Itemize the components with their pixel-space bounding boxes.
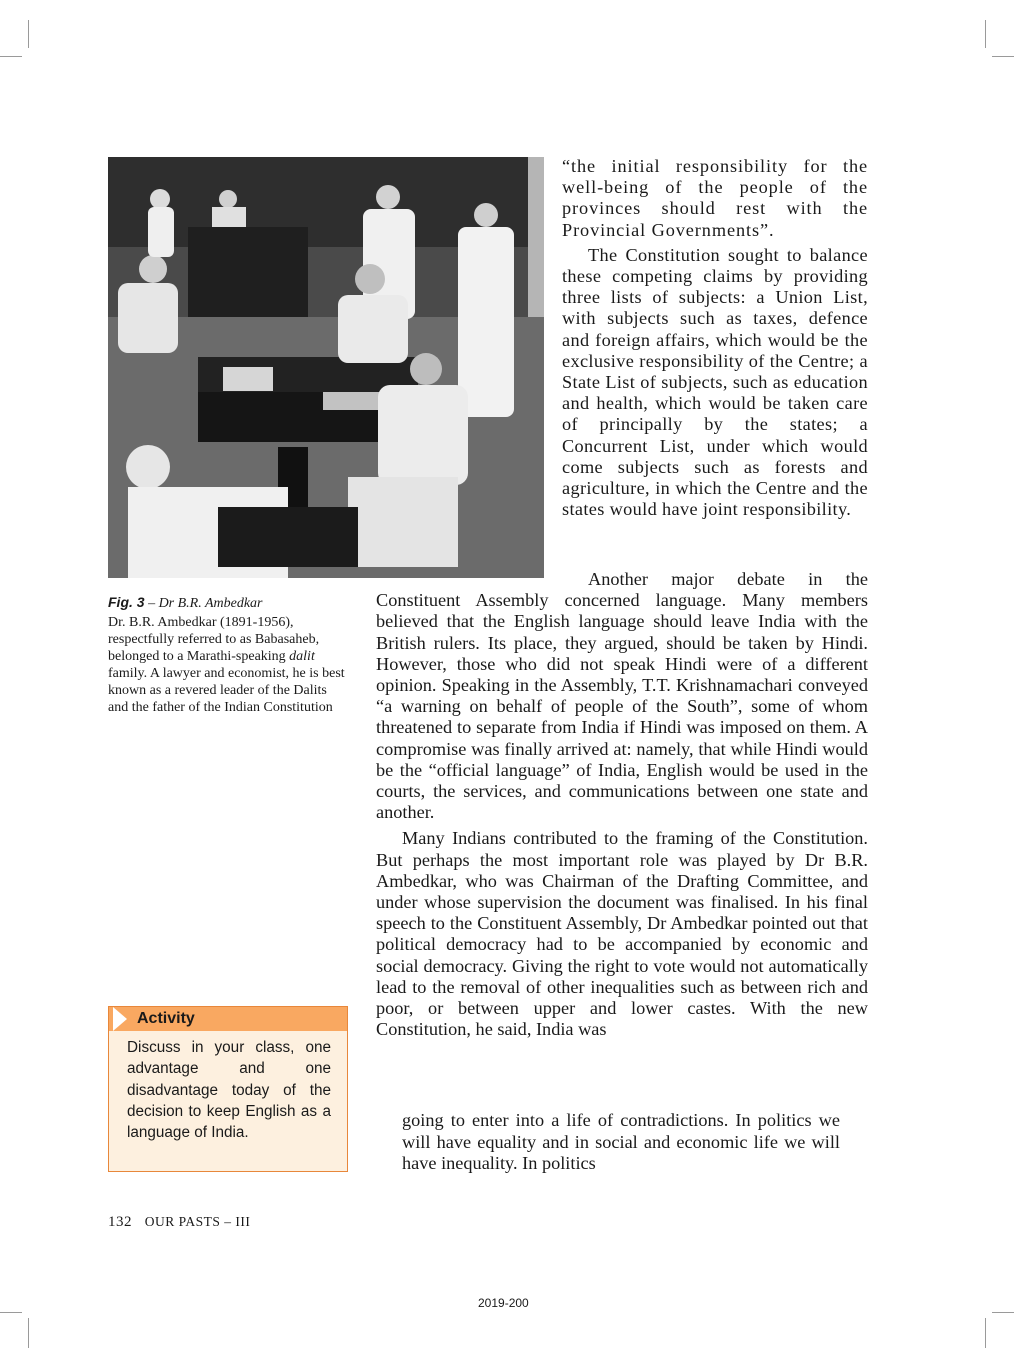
- book-title: OUR PASTS – III: [144, 1214, 251, 1229]
- paragraph: Many Indians contributed to the framing of the Constitution. But perhaps the most important role was played by Dr B.R. Ambedkar, who was Chairman of the Drafting Committee, and under whose supervision the document was finalised. In his final speech to the Constituent Assembly, Dr Ambedkar pointed out that political democracy had to be accompanied by economic and social democracy. Giving the right to vote would not automatically lead to the removal of other inequalities such as between rich and poor, or between upper and lower castes. With the new Constitution, he said, India was: [376, 828, 868, 1040]
- paragraph: The Constitution sought to balance these competing claims by providing three lists of subjects: a Union List, with subjects such as taxes, defence and foreign affairs, which would be the exclusive responsibility of the Centre; a State List of subjects, such as education and health, which would be taken care of principally by the states; a Concurrent List, under which would come subjects such as forests and agriculture, in which the Centre and the states would have joint responsibility.: [562, 244, 868, 520]
- crop-mark: [28, 20, 29, 48]
- page-footer: [108, 1214, 250, 1231]
- caption-part: family. A lawyer and economist, he is best known as a revered leader of the Dalits and the father of the Indian Constitution: [108, 666, 345, 715]
- figure-title-text: – Dr B.R. Ambedkar: [144, 596, 263, 611]
- paragraph: Another major debate in the Constituent Assembly concerned language. Many members believed that the English language should leave India with the British rulers. Its place, they argued, should be taken by Hindi. However, those who did not speak Hindi were of a different opinion. Speaking in the Assembly, T.T. Krishnamachari conveyed “a warning on behalf of people of the South”, some of whom threatened to separate from India if Hindi was imposed on them. A compromise was finally arrived at: namely, that while Hindi would be the “official language” of India, English would be used in the courts, the services, and communications between one state and another.: [376, 569, 868, 823]
- ambedkar-quote: going to enter into a life of contradictions. In politics we will have equality and in social and economic life we will have inequality. In politics: [402, 1110, 840, 1173]
- activity-box: [108, 1006, 348, 1172]
- crop-mark: [0, 1312, 22, 1313]
- crop-mark: [992, 1312, 1014, 1313]
- crop-mark: [992, 56, 1014, 57]
- activity-text: Discuss in your class, one advantage and one disadvantage today of the decision to keep English as a language of India.: [127, 1039, 331, 1142]
- activity-header: [109, 1007, 347, 1031]
- activity-heading: Activity: [137, 1010, 195, 1027]
- main-column-text: [376, 569, 868, 1040]
- crop-mark: [28, 1318, 29, 1348]
- figure-label: Fig. 3: [108, 594, 145, 610]
- ambedkar-photograph: [108, 157, 544, 578]
- paragraph: “the initial responsibility for the well-being of the people of the provinces should rest with the Provincial Governments”.: [562, 156, 868, 240]
- page-number: 132: [108, 1214, 132, 1230]
- crop-mark: [985, 20, 986, 48]
- edition-year: 2019-200: [478, 1296, 529, 1310]
- caption-italic-term: dalit: [289, 649, 315, 664]
- figure-caption: [108, 594, 348, 716]
- crop-mark: [985, 1318, 986, 1348]
- arrow-icon: [113, 1007, 127, 1031]
- figure-title: [108, 594, 348, 612]
- right-column-text: [562, 156, 868, 520]
- figure-caption-text: [108, 614, 348, 716]
- caption-part: Dr. B.R. Ambedkar (1891-1956), respectfully referred to as Babasaheb, belonged to a Marathi-speaking: [108, 615, 320, 664]
- crop-mark: [0, 56, 22, 57]
